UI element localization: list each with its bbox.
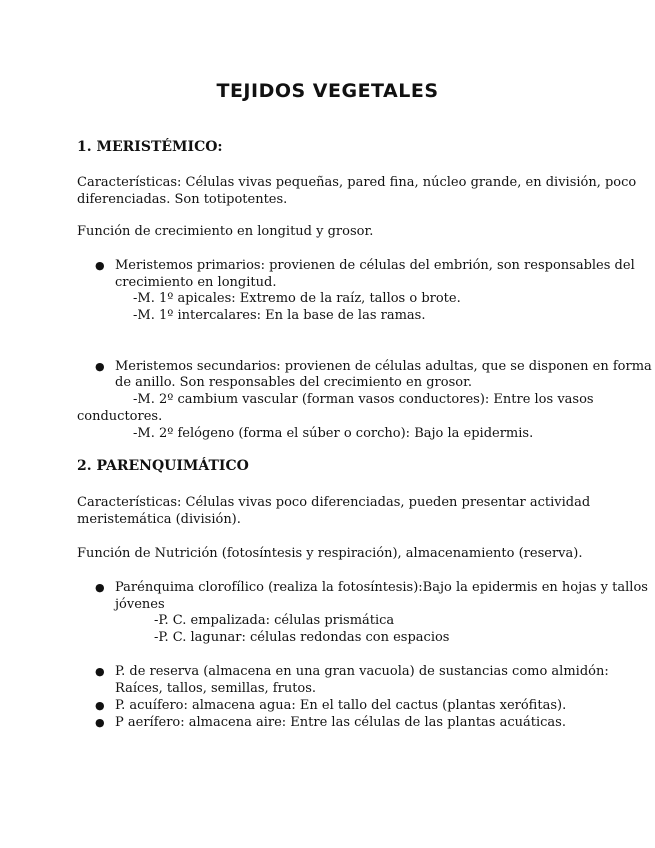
s1-primary-apicales: -M. 1º apicales: Extremo de la raíz, tallos o brote. xyxy=(133,291,461,306)
s1-primary-line1: Meristemos primarios: provienen de células del embrión, son responsables del xyxy=(115,258,635,273)
s2-acuifero: P. acuífero: almacena agua: En el tallo del cactus (plantas xerófitas). xyxy=(115,698,567,713)
s1-characteristics-line2: diferenciadas. Son totipotentes. xyxy=(77,192,288,207)
section-heading-parenquimatico: 2. PARENQUIMÁTICO xyxy=(77,458,249,474)
s1-primary-intercalares: -M. 1º intercalares: En la base de las ramas. xyxy=(133,308,426,323)
s2-clorofilico-line1: Parénquima clorofílico (realiza la fotosíntesis):Bajo la epidermis en hojas y tallos xyxy=(115,580,648,595)
s1-primary-line2: crecimiento en longitud. xyxy=(115,275,277,290)
s1-function: Función de crecimiento en longitud y grosor. xyxy=(77,224,374,239)
bullet-icon: ● xyxy=(95,699,105,712)
section-heading-meristemico: 1. MERISTÉMICO: xyxy=(77,139,223,155)
bullet-icon: ● xyxy=(95,259,105,272)
s2-reserva-line1: P. de reserva (almacena en una gran vacuola) de sustancias como almidón: xyxy=(115,664,609,679)
s1-secondary-cambium-line1: -M. 2º cambium vascular (forman vasos conductores): Entre los vasos xyxy=(133,392,594,407)
s2-aerifero: P aerífero: almacena aire: Entre las células de las plantas acuáticas. xyxy=(115,715,566,730)
s2-empalizada: -P. C. empalizada: células prismática xyxy=(154,613,395,628)
page-title: TEJIDOS VEGETALES xyxy=(216,80,439,102)
bullet-icon: ● xyxy=(95,581,105,594)
s1-secondary-felogeno: -M. 2º felógeno (forma el súber o corcho): Bajo la epidermis. xyxy=(133,426,534,441)
s2-reserva-line2: Raíces, tallos, semillas, frutos. xyxy=(115,681,317,696)
s1-secondary-line2: de anillo. Son responsables del crecimiento en grosor. xyxy=(115,375,472,390)
s1-secondary-cambium-line2: conductores. xyxy=(77,409,163,424)
bullet-icon: ● xyxy=(95,360,105,373)
s2-lagunar: -P. C. lagunar: células redondas con espacios xyxy=(154,630,450,645)
s2-clorofilico-line2: jóvenes xyxy=(115,597,165,612)
s2-characteristics-line1: Características: Células vivas poco diferenciadas, pueden presentar actividad xyxy=(77,495,591,510)
s1-secondary-line1: Meristemos secundarios: provienen de células adultas, que se disponen en forma xyxy=(115,359,652,374)
s2-characteristics-line2: meristemática (división). xyxy=(77,512,241,527)
s2-function: Función de Nutrición (fotosíntesis y respiración), almacenamiento (reserva). xyxy=(77,546,583,561)
bullet-icon: ● xyxy=(95,665,105,678)
s1-characteristics-line1: Características: Células vivas pequeñas, pared fina, núcleo grande, en división, poco xyxy=(77,175,637,190)
bullet-icon: ● xyxy=(95,716,105,729)
